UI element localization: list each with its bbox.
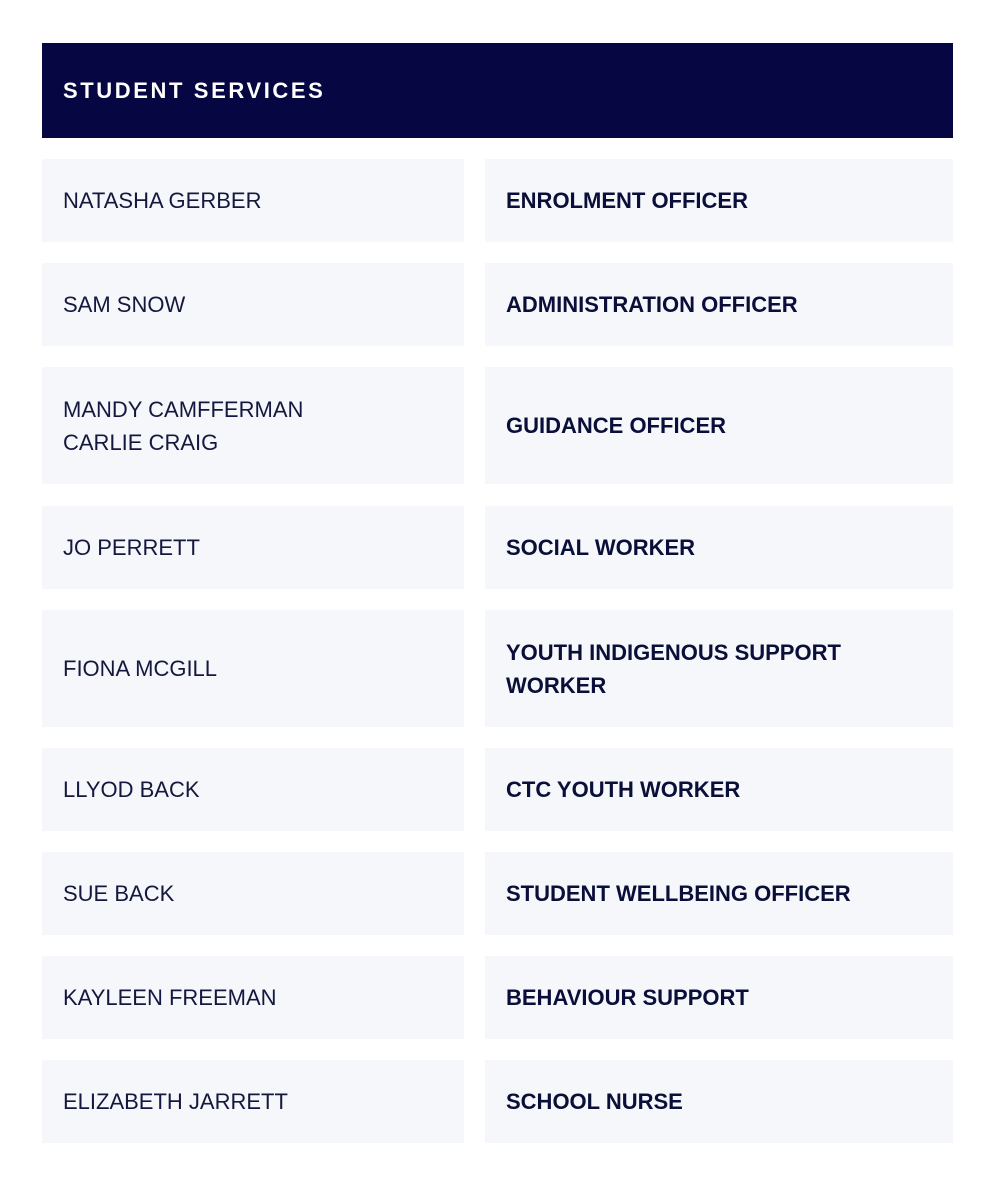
staff-name-cell [42, 367, 464, 484]
staff-name: ELIZABETH JARRETT [63, 1089, 288, 1114]
staff-name: NATASHA GERBER [63, 188, 262, 213]
staff-role-cell [485, 852, 953, 935]
staff-name-cell [42, 1060, 464, 1143]
staff-role: ADMINISTRATION OFFICER [506, 292, 798, 317]
section-header [42, 43, 953, 138]
staff-name-cell [42, 159, 464, 242]
staff-role: CTC YOUTH WORKER [506, 777, 741, 802]
staff-name-cell [42, 852, 464, 935]
staff-name: JO PERRETT [63, 535, 200, 560]
staff-role: SCHOOL NURSE [506, 1089, 683, 1114]
staff-name: SAM SNOW [63, 292, 186, 317]
staff-row [42, 367, 953, 484]
staff-role-cell [485, 367, 953, 484]
staff-name-cell [42, 263, 464, 346]
staff-role: BEHAVIOUR SUPPORT [506, 985, 749, 1010]
staff-role-cell [485, 159, 953, 242]
staff-name-cell [42, 748, 464, 831]
staff-name: CARLIE CRAIG [63, 429, 219, 455]
staff-name: KAYLEEN FREEMAN [63, 985, 277, 1010]
staff-name: LLYOD BACK [63, 777, 200, 802]
staff-name-cell [42, 506, 464, 589]
staff-row [42, 1060, 953, 1143]
staff-row [42, 263, 953, 346]
staff-role-cell [485, 956, 953, 1039]
staff-row [42, 748, 953, 831]
staff-role: SOCIAL WORKER [506, 535, 696, 560]
section-title: STUDENT SERVICES [63, 77, 326, 103]
staff-row [42, 956, 953, 1039]
staff-row [42, 506, 953, 589]
staff-row [42, 159, 953, 242]
staff-role: YOUTH INDIGENOUS SUPPORT WORKER [506, 639, 841, 698]
staff-row [42, 610, 953, 727]
staff-name-cell [42, 956, 464, 1039]
staff-role-cell [485, 748, 953, 831]
staff-role: STUDENT WELLBEING OFFICER [506, 881, 851, 906]
staff-role-cell [485, 506, 953, 589]
staff-name: MANDY CAMFFERMAN [63, 396, 304, 422]
staff-role: GUIDANCE OFFICER [506, 413, 726, 438]
staff-row [42, 852, 953, 935]
staff-name: FIONA MCGILL [63, 656, 218, 681]
staff-role-cell [485, 1060, 953, 1143]
staff-name: SUE BACK [63, 881, 175, 906]
staff-name-cell [42, 610, 464, 727]
staff-role: ENROLMENT OFFICER [506, 188, 748, 213]
staff-role-cell [485, 263, 953, 346]
staff-role-cell [485, 610, 953, 727]
